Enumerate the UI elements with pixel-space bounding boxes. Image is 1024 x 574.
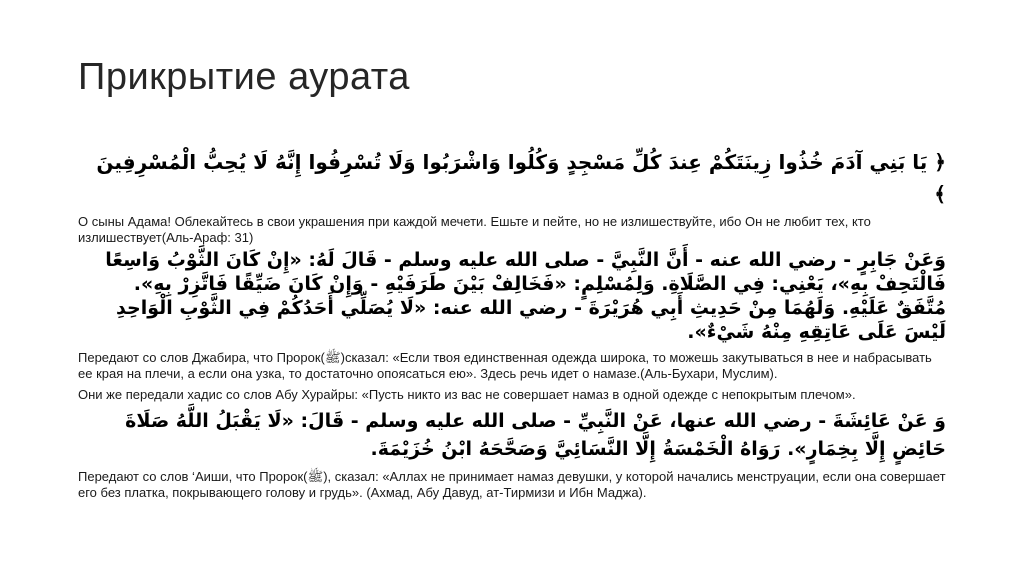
quran-verse-translation: О сыны Адама! Облекайтесь в свои украшения при каждой мечети. Ешьте и пейте, но не излишествуйте, ибо Он не любит тех, кто излишествует(Аль-Араф: 31) xyxy=(78,214,871,245)
hadith-aisha-arabic: وَ عَنْ عَائِشَةَ - رضي الله عنها، عَنْ النَّبِيِّ - صلى الله عليه وسلم - قَالَ: «لَا يَقْبَلُ اللَّهُ صَلَاةَ حَائِضٍ إِلَّا بِخِمَارٍ». رَوَاهُ الْخَمْسَةُ إِلَّا النَّسَائِيَّ وَصَحَّحَهُ ابْنُ خُزَيْمَةَ. xyxy=(125,410,946,460)
hadith-abu-hurayra-translation: Они же передали хадис со слов Абу Хурайры: «Пусть никто из вас не совершает намаз в одной одежде с непокрытым плечом». xyxy=(78,387,856,402)
hadith-jabir-arabic: وَعَنْ جَابِرٍ - رضي الله عنه - أَنَّ النَّبِيَّ - صلى الله عليه وسلم - قَالَ لَهُ: «إِنْ كَانَ الثَّوْبُ وَاسِعًا فَالْتَحِفْ بِهِ»، يَعْنِي: فِي الصَّلَاةِ. وَلِمُسْلِمٍ: «فَخَالِفْ بَيْنَ طَرَفَيْهِ - وَإِنْ كَانَ ضَيِّقًا فَاتَّزِرْ بِهِ». مُتَّفَقٌ عَلَيْهِ. وَلَهُمَا مِنْ حَدِيثِ أَبِي هُرَيْرَةَ - رضي الله عنه: «لَا يُصَلِّي أَحَدُكُمْ فِي الثَّوْبِ الْوَاحِدِ لَيْسَ عَلَى عَاتِقِهِ مِنْهُ شَيْءٌ». xyxy=(105,249,946,343)
quran-verse-arabic: ﴿ يَا بَنِي آدَمَ خُذُوا زِينَتَكُمْ عِندَ كُلِّ مَسْجِدٍ وَكُلُوا وَاشْرَبُوا وَلَا تُسْرِفُوا إِنَّهُ لَا يُحِبُّ الْمُسْرِفِينَ ﴾ xyxy=(96,150,946,206)
hadith-jabir-translation: Передают со слов Джабира, что Пророк(ﷺ)сказал: «Если твоя единственная одежда широка, то можешь закутываться в нее и набрасывать ее края на плечи, а если она узка, то достаточно опоясаться ею». Здесь речь идет о намазе.(Аль-Бухари, Муслим). xyxy=(78,350,932,381)
hadith-aisha-translation: Передают со слов ‘Аиши, что Пророк(ﷺ), сказал: «Аллах не принимает намаз девушки, у которой начались менструации, если она совершает его без платка, покрывающего голову и грудь». (Ахмад, Абу Давуд, ат-Тирмизи и Ибн Маджа). xyxy=(78,469,946,500)
slide-content xyxy=(78,146,946,501)
slide-title: Прикрытие аурата xyxy=(78,56,410,98)
